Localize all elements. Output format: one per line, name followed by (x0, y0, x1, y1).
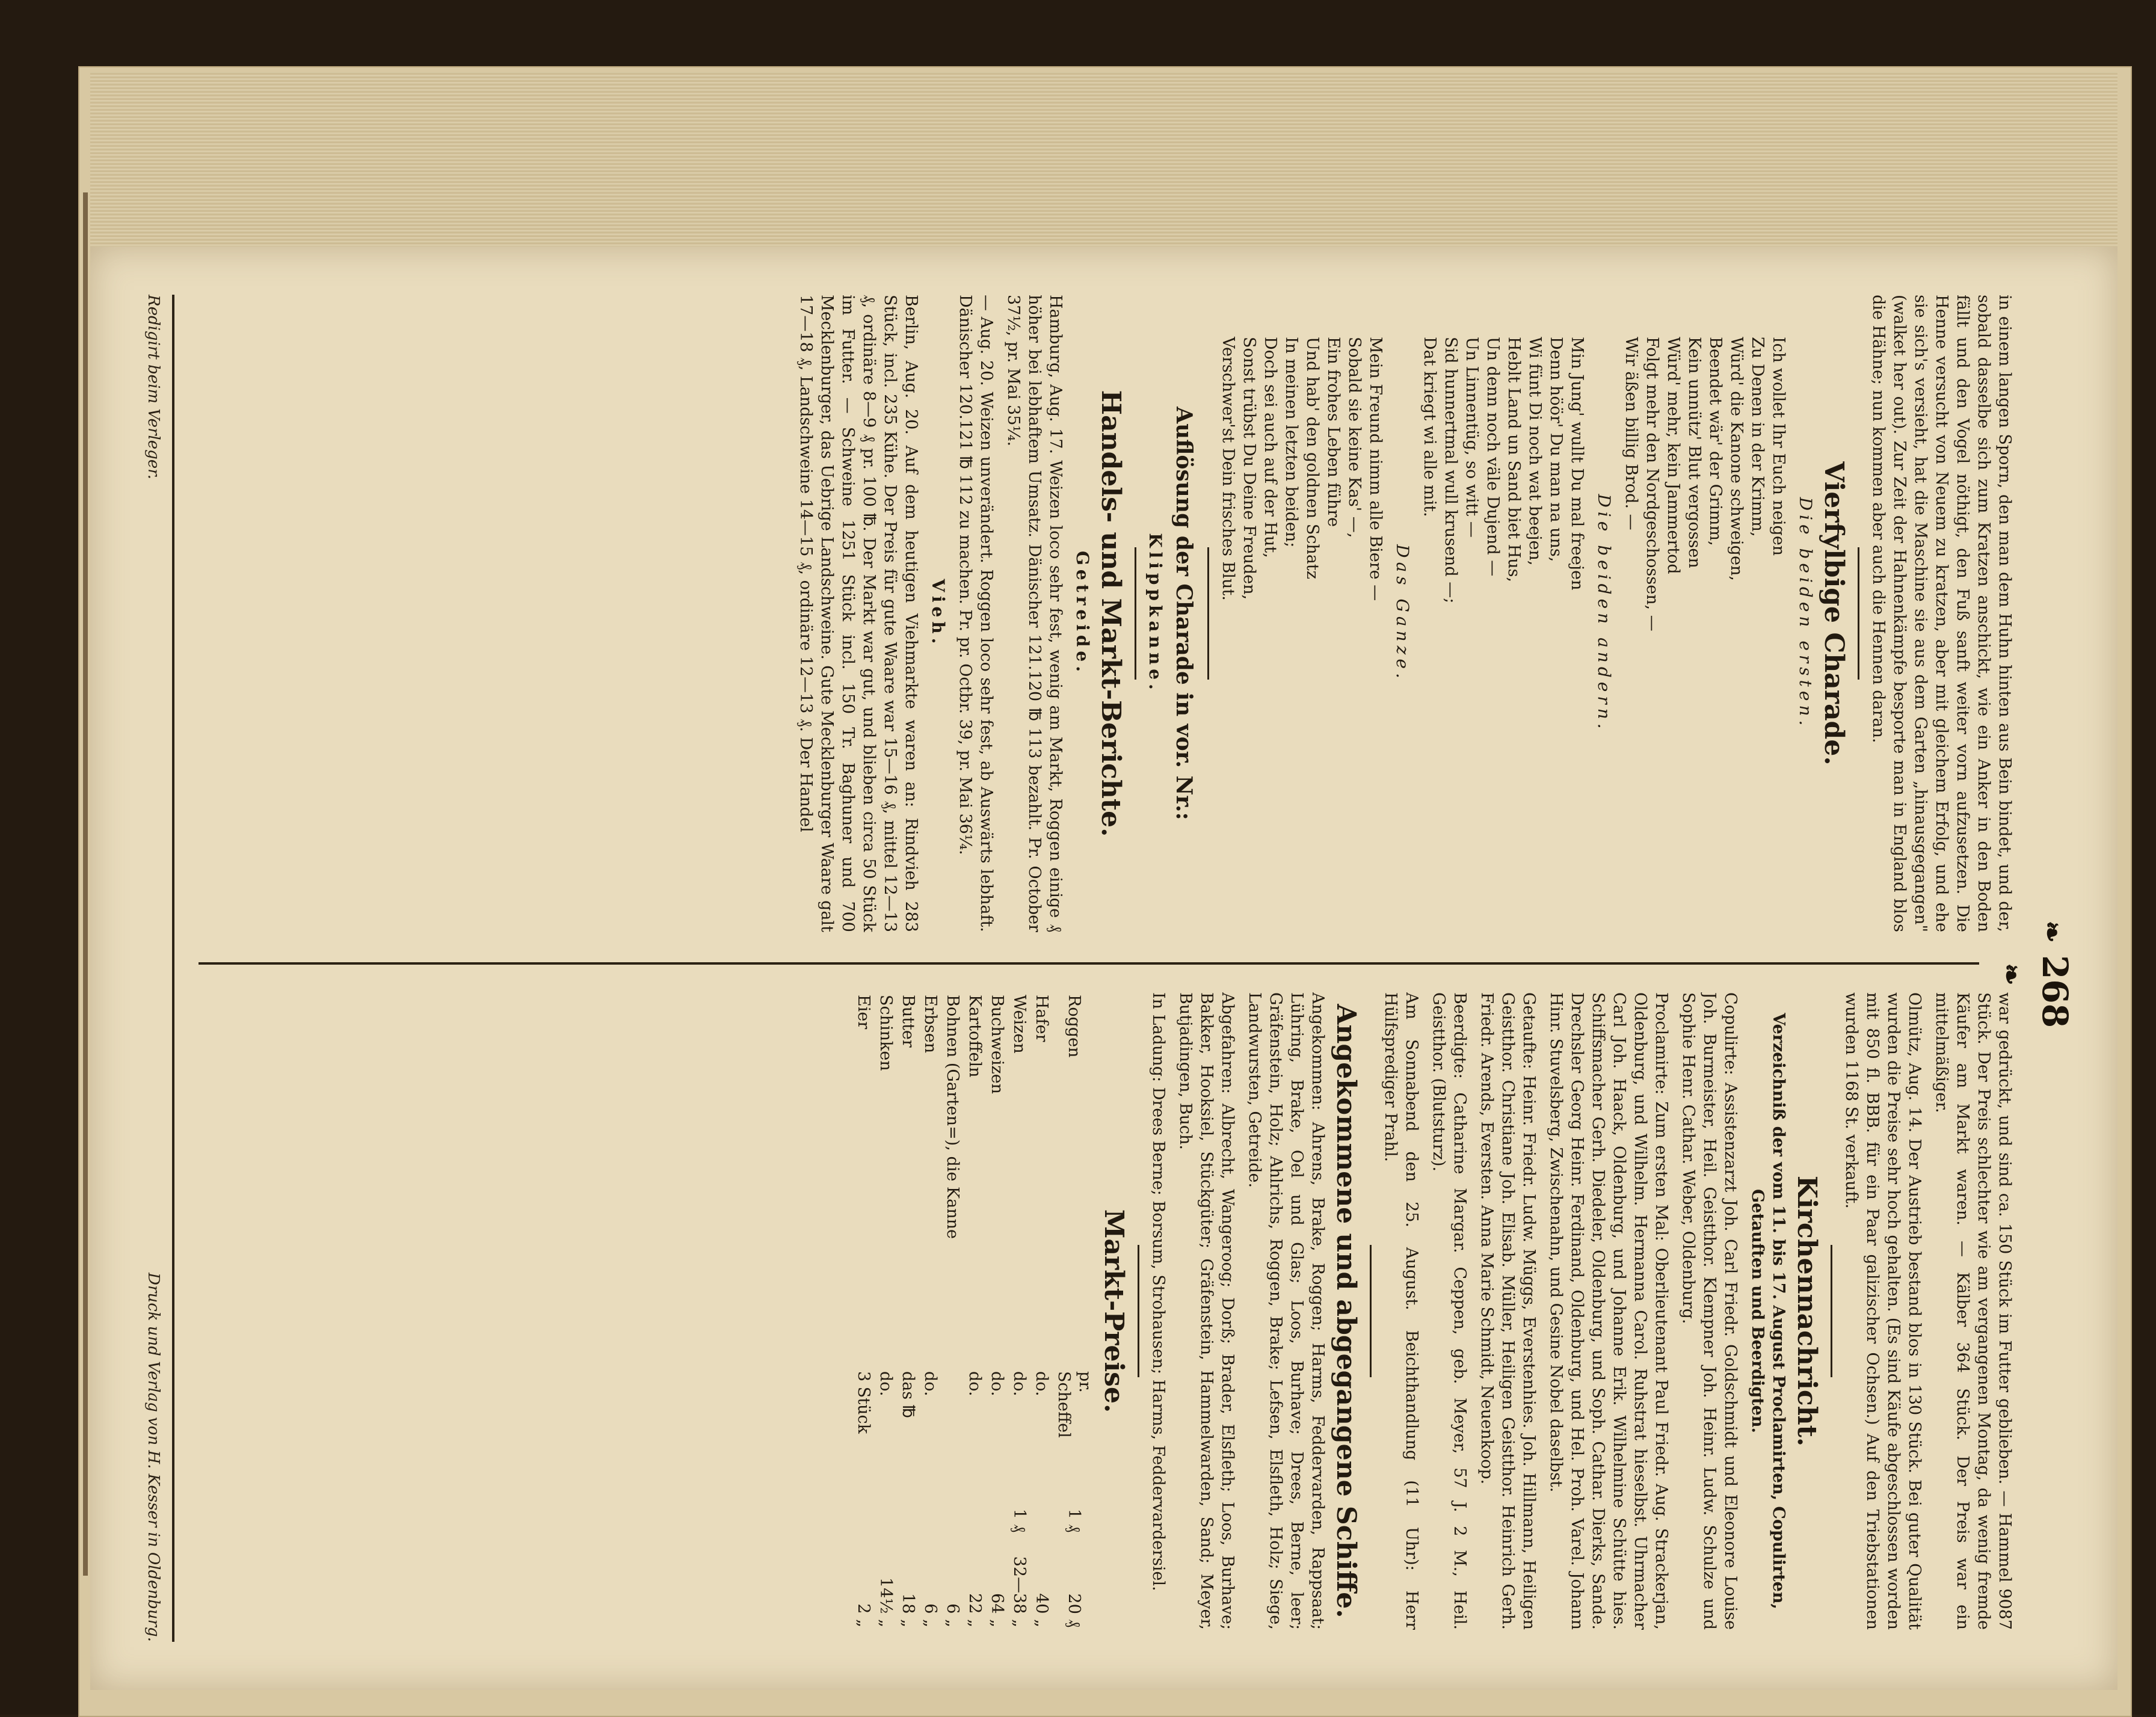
departed-paragraph: Abgefahren: Albrecht, Wangeroog; Dorß; Brader, Elsfleth; Loos, Burhave; Bakker, Hooksiel, Stückgüter; Gräfenstein, Hammelwarden, Sand; Meyer, Butjadingen, Buch. (1176, 992, 1237, 1630)
price-item: Schinken (876, 995, 895, 1071)
ornament-right-icon: ❧ (1995, 963, 2026, 986)
buried-paragraph: Beerdigte: Catharine Margar. Ceppen, geb. Meyer, 57 J. 2 M., Heil. Geistthor. (Blutsturz). (1429, 992, 1469, 1630)
price-item: Weizen (1010, 995, 1029, 1054)
price-qty (919, 1464, 941, 1535)
table-row (875, 992, 897, 1630)
table-row (1008, 992, 1030, 1630)
price-unit (941, 1369, 964, 1464)
church-subheading: Verzeichniß der vom 11. bis 17. August Proclamirten, Copulirten, Getauften und Beerdigten. (1748, 1013, 1788, 1609)
table-row (852, 992, 875, 1630)
poem-line: Wi fünt Di noch wat beejen, (1526, 337, 1544, 566)
price-qty (1030, 1464, 1053, 1535)
price-table (852, 992, 1096, 1630)
poem-line: Heblt Land un Sand biet Hus, (1505, 337, 1523, 583)
poem-line: In meinen letzten beiden; (1282, 337, 1301, 548)
page-number-text: 268 (2034, 955, 2075, 1028)
hamburg-paragraph-2: — Aug. 20. Weizen unverändert. Roggen loco sehr fest, ab Auswärts lebhaft. Dänischer 120.121 ℔ 112 zu machen. Pr. pr. Octbr. 39, pr. Mai 36¼. (956, 295, 996, 932)
poem-line: Sid hunnertmal wull krusend —; (1441, 337, 1460, 604)
scan-ruler (83, 192, 88, 1576)
charade-part2-poem (1419, 295, 1588, 932)
price-qty (875, 1464, 897, 1535)
charade-part1-title: Die beiden ersten. (1796, 497, 1816, 730)
church-heading: Kirchennachricht. (1791, 1175, 1822, 1447)
copulated-paragraph: Copulirte: Assistenzarzt Joh. Carl Friedr. Goldschmidt und Eleonore Louise Joh. Burmeister, Heil. Geistthor. Klempner Joh. Heinr. Ludw. Schulze und Sophie Henr. Cathar. Weber, Oldenburg. (1679, 992, 1740, 1630)
price-item: Hafer (1032, 995, 1051, 1042)
section-rule (1370, 1245, 1372, 1377)
loading-paragraph: In Ladung: Drees Berne; Borsum, Strohausen; Harms, Feddervardersiel. (1149, 992, 1168, 1591)
poem-line: Verschwer'st Dein frisches Blut. (1219, 337, 1237, 601)
price-item: Kartoffeln (966, 995, 984, 1078)
ornament-left-icon: ❧ (2036, 920, 2067, 943)
price-qty (897, 1464, 919, 1535)
poem-line: Min Jung' wullt Du mal freejen (1568, 337, 1586, 591)
table-row (919, 992, 941, 1630)
column-divider (199, 962, 1979, 965)
hamburg-paragraph: Hamburg, Aug. 17. Weizen loco sehr fest, wenig am Markt, Roggen einige ₰ höher bei lebhaftem Umsatz. Dänischer 121.120 ℔ 113 bezahlt. Pr. October 37½, pr. Mai 35¼. (1004, 295, 1065, 932)
section-rule (1207, 547, 1209, 680)
price-value: 22 „ (966, 1593, 984, 1627)
poem-line: Dat kriegt wi alle mit. (1420, 337, 1439, 517)
poem-line: Mein Freund nimm alle Biere — (1366, 337, 1385, 601)
grain-title: Getreide. (1073, 550, 1092, 676)
price-qty: 1 ₰ (1065, 1508, 1084, 1532)
market-heading: Handels- und Markt-Berichte. (1095, 390, 1126, 837)
sermon-paragraph: Am Sonnabend den 25. August. Beichthandlung (11 Uhr): Herr Hülfsprediger Prahl. (1381, 992, 1421, 1630)
poem-line: Ich wollet Ihr Euch neigen (1769, 337, 1788, 556)
poem-line: Würd' mehr, kein Jammertod (1664, 337, 1683, 574)
poem-line: Beendet wär' der Grimm, (1706, 337, 1725, 546)
price-unit: do. (988, 1371, 1006, 1396)
price-item: Butter (899, 995, 917, 1048)
price-qty (986, 1464, 1008, 1535)
poem-line: Ein frohes Leben führe (1324, 337, 1343, 527)
price-value: 6 „ (921, 1603, 940, 1627)
price-value: 32—38 „ (1010, 1556, 1029, 1627)
footer-rule (172, 295, 174, 1642)
solution-word: Klippkanne. (1145, 533, 1165, 694)
poem-line: Un Linnentüg, so witt — (1462, 337, 1481, 538)
poem-line: Un denn noch väle Dujend — (1483, 337, 1502, 577)
table-row (1053, 992, 1096, 1630)
footer-editor: Redigirt beim Verleger. (144, 295, 162, 480)
price-unit: do. (921, 1371, 940, 1396)
cattle-title: Vieh. (928, 579, 948, 648)
poem-line: Zu Denen in der Krimm, (1748, 337, 1767, 537)
poem-line: Sobald sie keine Kas' —, (1345, 337, 1364, 538)
poem-line: Folgt mehr den Nordgeschossen, — (1643, 337, 1662, 631)
left-column (174, 295, 2015, 932)
section-rule (1135, 547, 1136, 680)
price-item: Roggen (1065, 995, 1084, 1058)
rotated-page-content (120, 259, 2087, 1678)
price-unit: do. (1032, 1371, 1051, 1396)
price-unit: pr. Scheffel (1055, 1371, 1094, 1438)
table-row (897, 992, 919, 1630)
poem-line: Kein unnütz' Blut vergossen (1685, 337, 1704, 568)
price-value: 18 „ (899, 1593, 917, 1627)
intro-paragraph: in einem langen Sporn, den man dem Huhn hinten aus Bein bindet, und der, sobald dasselbe sich zum Kratzen anschickt, wie ein Anker in den Boden fällt und den Vogel nöthigt, den Fuß sanft weiter vorn aufzusetzen. Die Henne versucht von Neuem zu kratzen, aber mit gleichem Erfolg, und ehe sie sich's versieht, hat die Maschine sie aus dem Garten „hinausgegangen" (walket her out). Zur Zeit der Hahnenkämpfe besporte man in England blos die Hähne; nun kommen aber auch die Hennen daran. (1869, 295, 2014, 932)
section-rule (1858, 547, 1859, 680)
prices-heading: Markt-Preise. (1098, 1209, 1129, 1413)
right-intro-paragraph: war gedrückt, und sind ca. 150 Stück im Futter geblieben. — Hammel 9087 Stück. Der Preis schlechter wie am vergangenen Montag, da wenig fremde Käufer am Markt waren. — Kälber 364 Stück. Der Preis war ein mittelmäßiger. (1932, 992, 2014, 1630)
berlin-paragraph: Berlin, Aug. 20. Auf dem heutigen Viehmarkte waren an: Rindvieh 283 Stück, incl. 235 Kühe. Der Preis für gute Waare war 15—16 ₰, mittel 12—13 ₰, ordinäre 8—9 ₰ pr. 100 ℔. Der Markt war gut, und blieben circa 50 Stück im Futter. — Schweine 1251 Stück incl. 150 Tr. Baghuner und 700 Mecklenburger, das Uebrige Landschweine. Gute Mecklenburger Waare galt 17—18 ₰, Landschweine 14—15 ₰, ordinäre 12—13 ₰. Der Handel (796, 295, 920, 932)
price-value: 6 „ (943, 1603, 962, 1627)
price-value: 20 ₰ (1065, 1593, 1084, 1627)
poem-line: Und hab' den goldnen Schatz (1303, 337, 1322, 579)
price-value: 40 „ (1032, 1593, 1051, 1627)
poem-line: Wir äßen billig Brod. — (1622, 337, 1640, 530)
poem-line: Denn höör' Du man na uns, (1547, 337, 1565, 562)
price-item: Buchweizen (988, 995, 1006, 1095)
section-rule (1831, 1245, 1832, 1377)
charade-part2-title: Die beiden andern. (1594, 494, 1614, 733)
proclaimed-paragraph: Proclamirte: Zum ersten Mal: Oberlieutenant Paul Friedr. Aug. Strackerjan, Oldenburg, und Wilhelm. Hermanna Carol. Ruhstrat hieselbst. Uhrmacher Carl Joh. Haack, Oldenburg, und Johanne Erik. Wilhelmine Schütte hies. Schiffsmacher Gerh. Diedeler, Oldenburg, und Soph. Cathar. Dierks, Sande. Drechsler Georg Heinr. Ferdinand, Oldenburg, und Hel. Proh. Varel. Johann Hinr. Stuvelsberg, Zwischenahn, und Gesine Nobel daselbst. (1547, 992, 1671, 1630)
price-value: 2 „ (854, 1603, 873, 1627)
solution-heading: Auflösung der Charade in vor. Nr.: (1171, 407, 1197, 820)
footer-printer: Druck und Verlag von H. Kesser in Oldenburg. (144, 1273, 162, 1642)
table-row (1030, 992, 1053, 1630)
price-value: 64 „ (988, 1593, 1006, 1627)
arrived-paragraph: Angekommen: Ahrens, Brake, Roggen; Harms, Feddervarden, Rappsaat; Lühring, Brake, Oel und Glas; Loos, Burhave; Drees, Berne, leer; Gräfenstein, Holz; Ahlrichs, Roggen, Brake; Lefsen, Elsfleth, Holz; Siege, Landwursten, Getreide. (1245, 992, 1327, 1630)
price-unit: do. (966, 1371, 984, 1396)
right-column (174, 992, 2015, 1630)
table-row (986, 992, 1008, 1630)
charade-heading: Vierfylbige Charade. (1819, 461, 1849, 766)
price-item: Eier (854, 995, 873, 1030)
charade-part1-poem (1621, 295, 1789, 932)
poem-line: Würd' die Kanone schweigen, (1727, 337, 1746, 581)
newspaper-page (90, 247, 2118, 1690)
poem-line: Sonst trübst Du Deine Freuden, (1240, 337, 1258, 600)
price-unit: do. (1010, 1371, 1029, 1396)
charade-whole-title: Das Ganze. (1393, 544, 1412, 683)
price-item: Erbsen (921, 995, 940, 1054)
charade-whole-poem (1218, 295, 1386, 932)
poem-line: Doch sei auch auf der Hut, (1261, 337, 1280, 558)
price-unit: do. (876, 1371, 895, 1396)
page-edges (90, 72, 2118, 250)
baptized-paragraph: Getaufte: Heinr. Friedr. Ludw. Müggs, Everstenhies. Joh. Hillmann, Heiligen Geistthor. Christiane Joh. Elisab. Müller, Heiligen Geistthor. Heinrich Gerh. Friedr. Arends, Eversten. Anna Marie Schmidt, Neuenkoop. (1477, 992, 1538, 1630)
price-unit: das ℔ (899, 1371, 917, 1418)
price-qty (941, 1464, 964, 1535)
olmuetz-paragraph: Olmütz, Aug. 14. Der Austrieb bestand blos in 130 Stück. Bei guter Qualität wurden die Preise sehr hoch gehalten. (Es sind Käufe abgeschlossen worden mit 850 fl. BBB. für ein Paar galizischer Ochsen.) Auf den Triebstationen wurden 1168 St. verkauft. (1842, 992, 1924, 1630)
price-qty: 1 ₰ (1010, 1508, 1029, 1532)
price-unit: 3 Stück (854, 1371, 873, 1434)
price-item: Bohnen (Garten=), die Kanne (943, 995, 962, 1239)
price-value: 14½ „ (876, 1577, 895, 1627)
price-qty (852, 1464, 875, 1535)
section-rule (1138, 1245, 1139, 1377)
ships-heading: Angekommene und abgegangene Schiffe. (1331, 1004, 1361, 1618)
price-qty (964, 1464, 986, 1535)
table-row (941, 992, 964, 1630)
table-row (964, 992, 986, 1630)
